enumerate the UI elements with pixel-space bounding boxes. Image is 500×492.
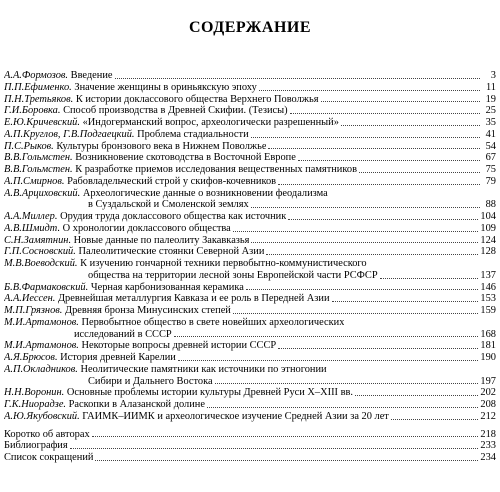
toc-entry xyxy=(4,329,496,341)
entry-page-number: 35 xyxy=(485,117,496,128)
dot-leader xyxy=(178,360,479,361)
toc-entry xyxy=(4,105,496,117)
dot-leader xyxy=(95,460,478,461)
entry-text: Новые данные по палеолиту Закавказья xyxy=(73,234,250,246)
dot-leader xyxy=(341,125,480,126)
toc-entry xyxy=(4,223,496,235)
toc-entry xyxy=(4,117,496,129)
entry-page-number: 190 xyxy=(480,352,496,363)
entry-title xyxy=(4,176,276,188)
dot-leader xyxy=(268,148,480,149)
entry-title xyxy=(4,387,353,399)
entry-page-number: 67 xyxy=(485,152,496,164)
entry-author: Н.Н.Воронин. xyxy=(4,387,65,399)
entry-title xyxy=(4,188,328,200)
entry-page-number: 181 xyxy=(480,340,496,352)
entry-title xyxy=(4,199,249,211)
entry-page-number: 3 xyxy=(490,70,496,81)
dot-leader xyxy=(259,90,480,91)
entry-author: А.П.Смирнов. xyxy=(4,175,65,187)
entry-page-number: 212 xyxy=(480,410,496,422)
entry-page-number: 19 xyxy=(485,93,496,105)
entry-author: М.В.Воеводский. xyxy=(4,258,78,269)
toc-entry xyxy=(4,429,496,441)
entry-author: В.В.Гольмстен. xyxy=(4,152,73,164)
entry-author: С.Н.Замятнин. xyxy=(4,234,72,246)
entry-page-number: 104 xyxy=(480,211,496,222)
entry-page-number: 197 xyxy=(480,375,496,387)
page-title: СОДЕРЖАНИЕ xyxy=(188,19,312,36)
entry-title xyxy=(4,429,90,441)
toc-entry xyxy=(4,305,496,317)
entry-text: Возникновение скотоводства в Восточной Европе xyxy=(75,152,296,164)
entry-text: Орудия труда доклассового общества как источник xyxy=(60,211,287,222)
entry-page-number: 124 xyxy=(480,234,496,246)
entry-page-number: 79 xyxy=(485,175,496,187)
toc-entry xyxy=(4,340,496,352)
toc-entry xyxy=(4,317,496,329)
entry-title xyxy=(4,440,68,452)
toc-entry xyxy=(4,129,496,141)
toc-entry xyxy=(4,152,496,164)
entry-title xyxy=(4,246,264,258)
dot-leader xyxy=(278,348,478,349)
entry-text: Черная карбонизованная керамика xyxy=(90,281,244,293)
entry-text: Культуры бронзового века в Нижнем Поволжье xyxy=(56,140,267,152)
entry-text: К истории доклассового общества Верхнего Поволжья xyxy=(75,93,319,105)
entry-title xyxy=(4,82,257,94)
dot-leader xyxy=(92,436,479,437)
entry-text: Рабовладельческий строй у скифов-кочевников xyxy=(67,175,277,187)
entry-text: «Индогерманский вопрос, археологически разрешенный» xyxy=(82,117,339,128)
entry-page-number: 25 xyxy=(485,105,496,117)
entry-author: А.Ю.Якубовский. xyxy=(4,410,80,422)
entry-title xyxy=(4,329,172,341)
entry-page-number: 75 xyxy=(485,164,496,175)
toc-entry xyxy=(4,387,496,399)
entry-text: Список сокращений xyxy=(4,452,94,463)
entry-text: Некоторые вопросы древней истории СССР xyxy=(81,340,277,352)
dot-leader xyxy=(215,383,479,384)
entry-text: Введение xyxy=(70,70,113,81)
entry-text: О хронологии доклассового общества xyxy=(62,222,231,234)
dot-leader xyxy=(391,419,479,420)
entry-author: Г.К.Ниорадзе. xyxy=(4,399,67,410)
entry-page-number: 208 xyxy=(480,399,496,410)
entry-text: общества на территории лесной зоны Европейской части РСФСР xyxy=(88,269,378,281)
dot-leader xyxy=(233,313,479,314)
entry-text: Проблема стадиальности xyxy=(137,128,249,140)
entry-author: Е.Ю.Кричевский. xyxy=(4,117,80,128)
entry-author: П.Н.Третьяков. xyxy=(4,93,74,105)
entry-text: Древнейшая металлургия Кавказа и ее роль в Передней Азии xyxy=(57,293,330,305)
entry-page-number: 234 xyxy=(480,452,496,463)
entry-title xyxy=(4,399,205,411)
entry-text: Первобытное общество в свете новейших археологических xyxy=(81,316,345,328)
entry-title xyxy=(4,211,286,223)
entry-title xyxy=(4,152,296,164)
toc-entry xyxy=(4,235,496,247)
entry-author: А.В.Арциховский. xyxy=(4,187,81,199)
entry-author: М.И.Артамонов. xyxy=(4,316,79,328)
entry-text: исследований в СССР xyxy=(74,328,172,340)
entry-title xyxy=(4,364,327,376)
entry-page-number: 11 xyxy=(485,81,496,93)
dot-leader xyxy=(115,78,480,79)
toc-entry xyxy=(4,246,496,258)
entry-text: Значение женщины в ориньякскую эпоху xyxy=(74,81,257,93)
entry-text: История древней Карелии xyxy=(60,352,176,363)
entry-title xyxy=(4,141,266,153)
entry-page-number: 54 xyxy=(485,140,496,152)
entry-title xyxy=(4,117,339,129)
entry-title xyxy=(4,258,367,270)
entry-title xyxy=(4,235,249,247)
entry-title xyxy=(4,105,288,117)
toc-entry xyxy=(4,188,496,200)
dot-leader xyxy=(278,184,480,185)
entry-page-number: 128 xyxy=(480,246,496,258)
entry-author: М.П.Грязнов. xyxy=(4,305,63,316)
entry-text: Основные проблемы истории культуры Древней Руси X–XIII вв. xyxy=(66,387,354,399)
dot-leader xyxy=(288,219,478,220)
entry-page-number: 202 xyxy=(480,387,496,399)
toc-entry xyxy=(4,141,496,153)
entry-text: Раскопки в Алазанской долине xyxy=(68,399,205,410)
entry-title xyxy=(4,282,244,294)
entry-title xyxy=(4,317,344,329)
toc-entry xyxy=(4,411,496,423)
toc-entry xyxy=(4,70,496,82)
entry-text: Сибири и Дальнего Востока xyxy=(88,375,213,387)
entry-page-number: 88 xyxy=(485,199,496,211)
entry-author: В.В.Гольмстен. xyxy=(4,164,73,175)
entry-author: Г.П.Сосновский. xyxy=(4,246,76,258)
entry-author: А.В.Шмидт. xyxy=(4,222,61,234)
dot-leader xyxy=(298,160,480,161)
dot-leader xyxy=(359,172,480,173)
entry-title xyxy=(4,223,231,235)
entry-title xyxy=(4,340,276,352)
toc-entry xyxy=(4,376,496,388)
entry-author: Г.И.Боровка. xyxy=(4,105,61,117)
dot-leader xyxy=(70,448,479,449)
dot-leader xyxy=(380,278,479,279)
entry-title xyxy=(4,129,249,141)
entry-page-number: 109 xyxy=(480,222,496,234)
entry-title xyxy=(4,164,357,176)
entry-page-number: 168 xyxy=(480,328,496,340)
entry-text: Неолитические памятники как источники по этногонии xyxy=(80,363,327,375)
entry-page-number: 41 xyxy=(485,128,496,140)
toc-entry xyxy=(4,82,496,94)
dot-leader xyxy=(251,207,480,208)
dot-leader xyxy=(174,336,479,337)
toc-list xyxy=(4,70,496,464)
entry-author: А.Я.Брюсов. xyxy=(4,352,58,363)
entry-title xyxy=(4,452,93,464)
toc-entry xyxy=(4,199,496,211)
entry-title xyxy=(4,94,319,106)
entry-text: Коротко об авторах xyxy=(4,428,90,440)
dot-leader xyxy=(321,101,481,102)
entry-author: А.А.Миллер. xyxy=(4,211,58,222)
entry-text: ГАИМК–ИИМК и археологическое изучение Средней Азии за 20 лет xyxy=(82,410,389,422)
dot-leader xyxy=(251,137,480,138)
dot-leader xyxy=(246,289,479,290)
entry-author: А.П.Круглов, Г.В.Подгаецкий. xyxy=(4,128,135,140)
entry-text: Библиография xyxy=(4,440,68,452)
entry-author: М.И.Артамонов. xyxy=(4,340,79,352)
entry-title xyxy=(4,305,231,317)
entry-title xyxy=(4,352,176,364)
entry-title xyxy=(4,70,113,82)
entry-title xyxy=(4,376,213,388)
toc-entry xyxy=(4,440,496,452)
entry-page-number: 153 xyxy=(480,293,496,305)
toc-entry xyxy=(4,211,496,223)
toc-entry xyxy=(4,94,496,106)
entry-author: П.П.Ефименко. xyxy=(4,81,72,93)
entry-text: Способ производства в Древней Скифии. (Тезисы) xyxy=(63,105,288,117)
entry-title xyxy=(4,270,378,282)
toc-entry xyxy=(4,270,496,282)
entry-text: Палеолитические стоянки Северной Азии xyxy=(78,246,265,258)
entry-page-number: 218 xyxy=(480,428,496,440)
entry-title xyxy=(4,293,330,305)
entry-text: К разработке приемов исследования вещественных памятников xyxy=(75,164,357,175)
entry-author: Б.В.Фармаковский. xyxy=(4,281,89,293)
dot-leader xyxy=(207,407,478,408)
entry-text: Археологические данные о возникновении феодализма xyxy=(82,187,328,199)
dot-leader xyxy=(355,395,478,396)
entry-page-number: 137 xyxy=(480,269,496,281)
dot-leader xyxy=(233,231,479,232)
entry-author: А.П.Окладников. xyxy=(4,363,78,375)
entry-text: Древняя бронза Минусинских степей xyxy=(65,305,231,316)
toc-entry xyxy=(4,282,496,294)
toc-entry xyxy=(4,176,496,188)
dot-leader xyxy=(266,254,478,255)
toc-entry xyxy=(4,352,496,364)
toc-entry xyxy=(4,164,496,176)
entry-author: А.А.Иессен. xyxy=(4,293,56,305)
entry-title xyxy=(4,411,389,423)
entry-text: К изучению гончарной техники первобытно-коммунистического xyxy=(80,258,367,269)
entry-page-number: 146 xyxy=(480,281,496,293)
dot-leader xyxy=(332,301,479,302)
entry-page-number: 159 xyxy=(480,305,496,316)
dot-leader xyxy=(290,113,480,114)
toc-entry xyxy=(4,399,496,411)
toc-entry xyxy=(4,293,496,305)
dot-leader xyxy=(251,242,478,243)
entry-text: в Суздальской и Смоленской землях xyxy=(88,199,249,211)
toc-entry xyxy=(4,452,496,464)
entry-author: А.А.Формозов. xyxy=(4,70,69,81)
entry-author: П.С.Рыков. xyxy=(4,140,54,152)
entry-page-number: 233 xyxy=(480,440,496,452)
toc-entry xyxy=(4,258,496,270)
toc-entry xyxy=(4,364,496,376)
